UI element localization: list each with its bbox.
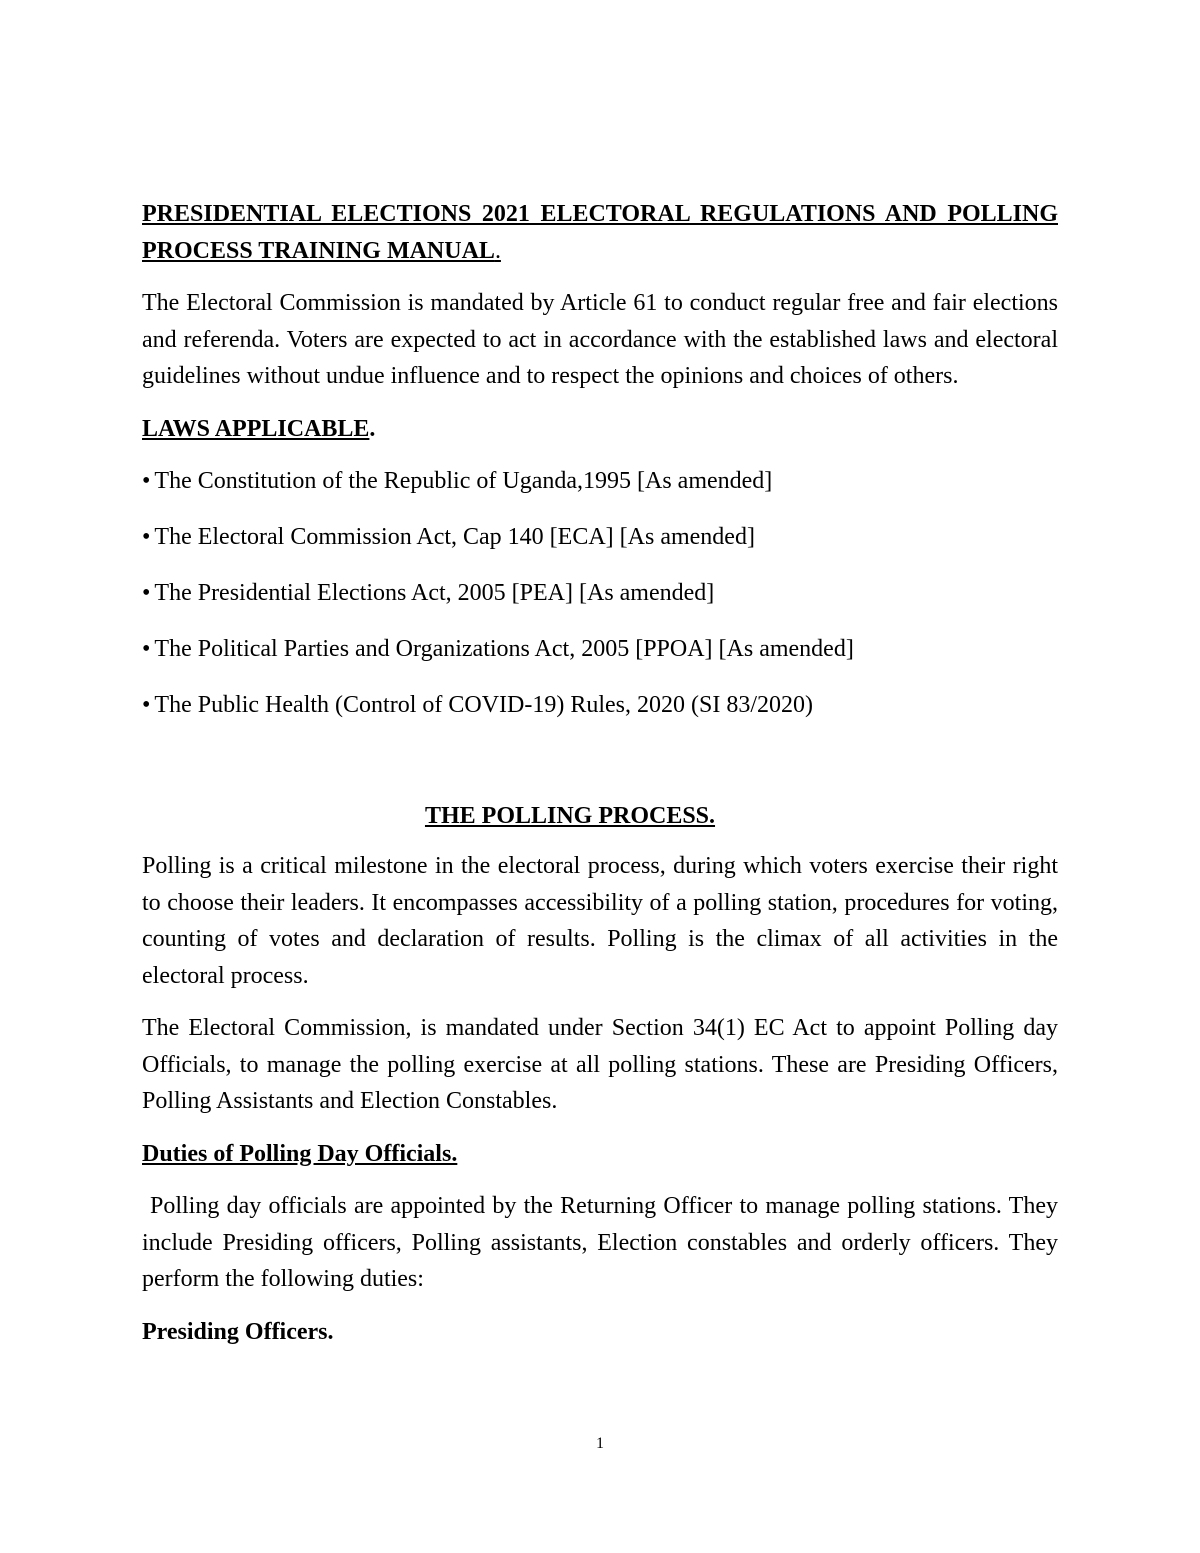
law-item [142,631,1058,668]
presiding-officers-heading: Presiding Officers. [142,1318,334,1345]
law-item-text: The Electoral Commission Act, Cap 140 [ECA] [As amended] [154,524,755,550]
laws-heading [142,411,1058,448]
law-item [142,463,1058,500]
intro-paragraph: The Electoral Commission is mandated by Article 61 to conduct regular free and fair elections and referenda. Voters are expected to act in accordance with the established laws and electoral guidelines without undue influence and to respect the opinions and choices of others. [142,290,1058,389]
laws-list [142,463,1058,724]
bullet-icon: • [142,692,151,718]
polling-paragraph-1: Polling is a critical milestone in the electoral process, during which voters exercise their right to choose their leaders. It encompasses accessibility of a polling station, procedures for voting, counting of votes and declaration of results. Polling is the climax of all activities in the electoral process. [142,853,1058,989]
law-item [142,575,1058,612]
bullet-icon: • [142,580,151,606]
bullet-icon: • [142,636,151,662]
duties-heading-text: Duties of Polling Day Officials. [142,1140,458,1167]
polling-paragraph-2: The Electoral Commission, is mandated under Section 34(1) EC Act to appoint Polling day Officials, to manage the polling exercise at all polling stations. These are Presiding Officers, Polling Assistants and Election Constables. [142,1015,1058,1114]
law-item-text: The Presidential Elections Act, 2005 [PEA] [As amended] [154,580,715,606]
polling-process-heading: THE POLLING PROCESS. [424,802,716,829]
law-item-text: The Public Health (Control of COVID-19) Rules, 2020 (SI 83/2020) [154,692,813,718]
page-number: 1 [596,1435,604,1452]
law-item [142,519,1058,556]
duties-heading [142,1136,1058,1173]
duties-paragraph: Polling day officials are appointed by the Returning Officer to manage polling stations. They include Presiding officers, Polling assistants, Election constables and orderly officers. They perform the following duties: [142,1193,1058,1292]
laws-heading-text: LAWS APPLICABLE [142,415,370,442]
laws-heading-period: . [369,415,376,442]
bullet-icon: • [142,524,151,550]
document-title [142,196,1058,269]
document-title-period: . [494,237,501,264]
law-item-text: The Constitution of the Republic of Uganda,1995 [As amended] [154,468,773,494]
bullet-icon: • [142,468,151,494]
law-item-text: The Political Parties and Organizations Act, 2005 [PPOA] [As amended] [154,636,854,662]
page-content [142,196,1058,1366]
law-item [142,687,1058,724]
document-title-text: PRESIDENTIAL ELECTIONS 2021 ELECTORAL REGULATIONS AND POLLING PROCESS TRAINING MANUAL [142,201,1058,264]
